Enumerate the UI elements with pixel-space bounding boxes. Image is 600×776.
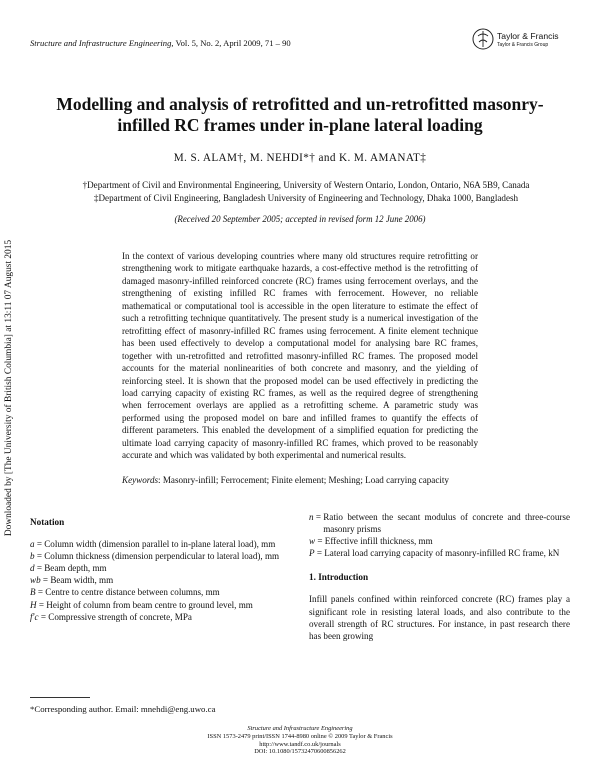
introduction-heading: 1. Introduction — [309, 572, 369, 583]
notation-symbol: n — [309, 512, 314, 522]
notation-item: P = Lateral load carrying capacity of masonry-infilled RC frame, kN — [309, 547, 570, 559]
notation-item: wb = Beam width, mm — [30, 574, 290, 586]
notation-item: d = Beam depth, mm — [30, 562, 290, 574]
notation-item: w = Effective infill thickness, mm — [309, 535, 570, 547]
notation-item: f′c = Compressive strength of concrete, MPa — [30, 611, 290, 623]
corresponding-author-footnote: *Corresponding author. Email: mnehdi@eng.uwo.ca — [30, 704, 216, 714]
notation-symbol: P — [309, 548, 315, 559]
notation-symbol: d — [30, 563, 35, 574]
notation-definition: Height of column from beam centre to ground level, mm — [46, 599, 253, 610]
notation-definition: Effective infill thickness, mm — [324, 536, 433, 547]
affiliation-1: †Department of Civil and Environmental Engineering, University of Western Ontario, London, Ontario, N6A 5B9, Canada — [82, 180, 530, 190]
journal-name: Structure and Infrastructure Engineering — [30, 38, 172, 48]
author-list: M. S. ALAM†, M. NEHDI*† and K. M. AMANAT‡ — [173, 152, 427, 164]
notation-symbol: w — [309, 536, 316, 547]
notation-definition: Beam depth, mm — [44, 563, 107, 574]
notation-symbol: wb — [30, 575, 41, 586]
journal-volume-pages: , Vol. 5, No. 2, April 2009, 71 – 90 — [171, 38, 291, 48]
download-note: Downloaded by [The University of British Columbia] at 13:11 07 August 2015 — [4, 239, 14, 537]
notation-symbol: b — [30, 551, 35, 562]
publisher-logo — [472, 28, 582, 58]
notation-item: n = Ratio between the secant modulus of concrete and three-course masonry prisms — [309, 512, 570, 535]
notation-item: a = Column width (dimension parallel to in-plane lateral load), mm — [30, 538, 290, 550]
notation-definition: Centre to centre distance between columns, mm — [45, 587, 220, 598]
affiliation-2: ‡Department of Civil Engineering, Bangladesh University of Engineering and Technology, Dhaka 1000, Bangladesh — [93, 192, 519, 203]
right-column — [309, 511, 570, 642]
footer-url[interactable]: http://www.tandf.co.uk/journals — [259, 740, 341, 748]
keywords-list: : Masonry-infill; Ferrocement; Finite element; Meshing; Load carrying capacity — [158, 475, 449, 485]
footer-doi: DOI: 10.1080/15732470600856262 — [254, 748, 346, 756]
journal-citation — [30, 38, 291, 48]
keywords — [122, 475, 478, 485]
introduction-text: Infill panels confined within reinforced concrete (RC) frames play a significant role in resisting lateral loads, and also contribute to the overall strength of RC structures. For instance, in past research there has been growing — [309, 594, 570, 641]
notation-item: B = Centre to centre distance between columns, mm — [30, 586, 290, 598]
notation-definition: Beam width, mm — [50, 575, 114, 586]
publisher-group: Taylor & Francis Group — [497, 42, 549, 48]
notation-symbol: f′c — [30, 611, 39, 622]
page-footer — [120, 725, 480, 756]
notation-symbol: B — [30, 587, 36, 598]
download-watermark — [2, 230, 16, 546]
abstract: In the context of various developing countries where many old structures require retrofitting or strengthening work to mitigate earthquake hazards, a cost-effective method is the retrofitting of damaged masonry-infilled reinforced concrete (RC) frames using ferrocement overlays, and the strengthening of existing infilled RC frames with ferrocement. However, no reliable mathematical or computational tool is accessible in the open literature to estimate the effect of such a retrofitting technique quantitatively. The present study is a numerical investigation of the retrofitting effect of masonry-infilled RC frames using ferrocement. A finite element technique has been used effectively to develop a computational model for analysing bare RC frames, together with un-retrofitted and retrofitted masonry-infilled RC frames. The proposed model accounts for the material nonlinearities of both concrete and masonry, and the yielding of reinforcing steel. It is shown that the proposed model can be used effectively in predicting the load carrying capacity of existing RC frames, as well as the required degree of strengthening when ferrocement overlays are applied as a retrofitting scheme. A parametric study was performed using the proposed model on bare and infilled frames to quantify the effects of different parameters. This enabled the development of a simplified equation for predicting the ultimate load carrying capacity of masonry-infilled RC frames, which proved to be reasonably accurate and which was validated by both experimental and numerical results. — [122, 251, 478, 461]
notation-item: b = Column thickness (dimension perpendicular to lateral load), mm — [30, 550, 290, 562]
notation-definition: Ratio between the secant modulus of concrete and three-course masonry prisms — [323, 512, 570, 535]
footer-journal: Structure and Infrastructure Engineering — [247, 725, 353, 732]
notation-symbol: H — [30, 599, 37, 610]
notation-heading: Notation — [30, 517, 65, 527]
affiliations — [26, 179, 586, 204]
received-dates — [40, 214, 560, 224]
notation-definition: Column width (dimension parallel to in-plane lateral load), mm — [44, 539, 276, 550]
paper-title: Modelling and analysis of retrofitted and un-retrofitted masonry-infilled RC frames under in-plane lateral loading — [56, 94, 544, 135]
notation-symbol: a — [30, 539, 35, 550]
publisher-logo-icon — [472, 28, 494, 50]
notation-item: H = Height of column from beam centre to ground level, mm — [30, 599, 290, 611]
notation-definition: Compressive strength of concrete, MPa — [48, 611, 192, 622]
footnote-divider — [30, 697, 90, 698]
notation-definition: Column thickness (dimension perpendicular to lateral load), mm — [44, 551, 280, 562]
received-dates-text: (Received 20 September 2005; accepted in revised form 12 June 2006) — [174, 214, 426, 224]
publisher-name: Taylor & Francis — [497, 31, 559, 41]
notation-definition: Lateral load carrying capacity of masonry-infilled RC frame, kN — [324, 548, 560, 559]
footer-issn: ISSN 1573-2479 print/ISSN 1744-8980 online © 2009 Taylor & Francis — [207, 732, 393, 740]
keywords-label: Keywords — [122, 475, 159, 485]
notation-left-column — [30, 516, 290, 623]
